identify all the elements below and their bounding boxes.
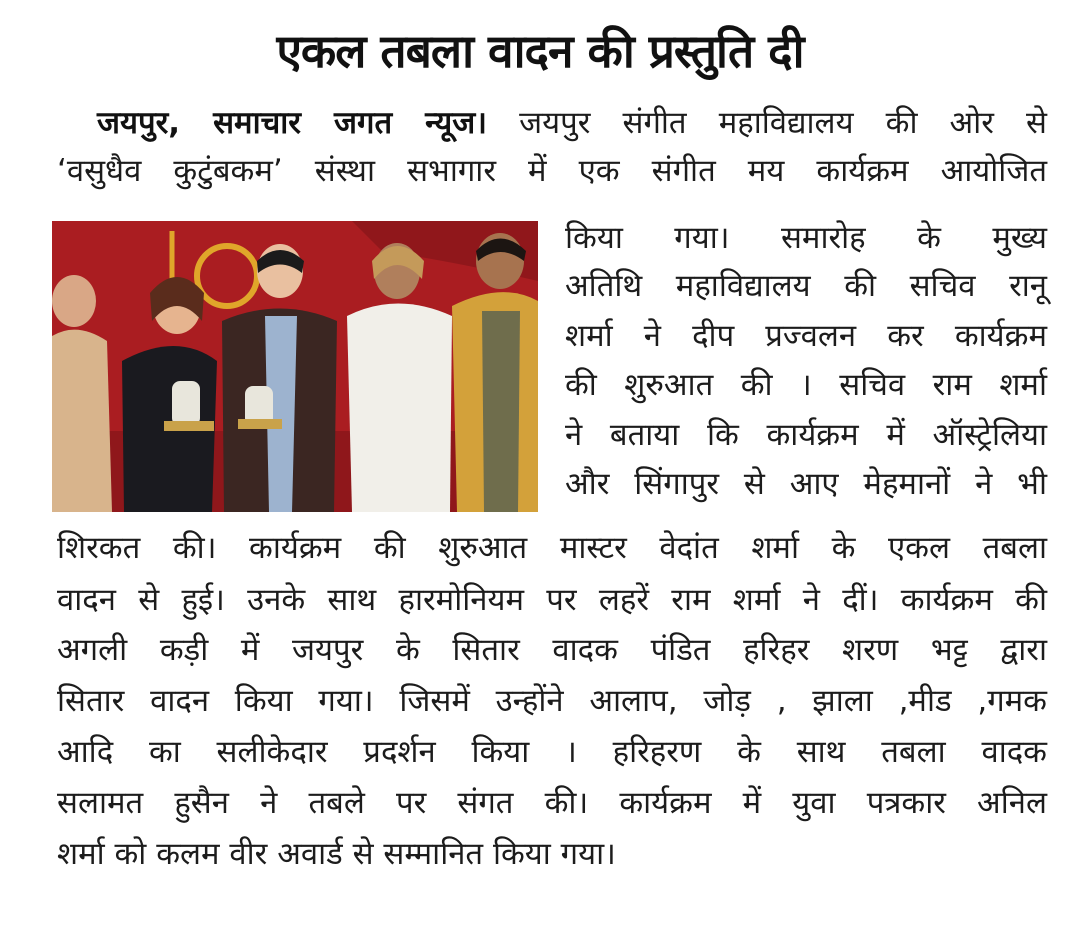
article-line-4: अतिथि महाविद्यालय की सचिव रानू: [565, 268, 1047, 304]
headline: एकल तबला वादन की प्रस्तुति दी: [276, 24, 804, 78]
dateline: जयपुर, समाचार जगत न्यूज।: [97, 105, 488, 141]
article-line-9: शिरकत की। कार्यक्रम की शुरुआत मास्टर वेदांत शर्मा के एकल तबला: [57, 530, 1047, 566]
article-line-1: [57, 100, 1047, 146]
article-line-11: अगली कड़ी में जयपुर के सितार वादक पंडित हरिहर शरण भट्ट द्वारा: [57, 632, 1047, 668]
article-line-15: शर्मा को कलम वीर अवार्ड से सम्मानित किया गया।: [57, 836, 616, 872]
article-line-5: शर्मा ने दीप प्रज्वलन कर कार्यक्रम: [565, 318, 1047, 354]
event-photo: [52, 221, 538, 512]
article-line-1-text: जयपुर संगीत महाविद्यालय की ओर से: [519, 105, 1047, 141]
article-line-10: वादन से हुई। उनके साथ हारमोनियम पर लहरें राम शर्मा ने दीं। कार्यक्रम की: [57, 582, 1047, 618]
article-line-3: किया गया। समारोह के मुख्य: [565, 220, 1047, 256]
article-line-2: ‘वसुधैव कुटुंबकम’ संस्था सभागार में एक संगीत मय कार्यक्रम आयोजित: [57, 153, 1047, 189]
article-line-12: सितार वादन किया गया। जिसमें उन्होंने आलाप, जोड़ , झाला ,मीड ,गमक: [57, 683, 1047, 719]
article-line-13: आदि का सलीकेदार प्रदर्शन किया । हरिहरण के साथ तबला वादक: [57, 734, 1047, 770]
event-photo-illustration: [52, 221, 538, 512]
article-line-14: सलामत हुसैन ने तबले पर संगत की। कार्यक्रम में युवा पत्रकार अनिल: [57, 785, 1047, 821]
article-line-8: और सिंगापुर से आए मेहमानों ने भी: [565, 466, 1047, 502]
article-line-7: ने बताया कि कार्यक्रम में ऑस्ट्रेलिया: [565, 417, 1047, 453]
article-line-6: की शुरुआत की । सचिव राम शर्मा: [565, 367, 1047, 403]
